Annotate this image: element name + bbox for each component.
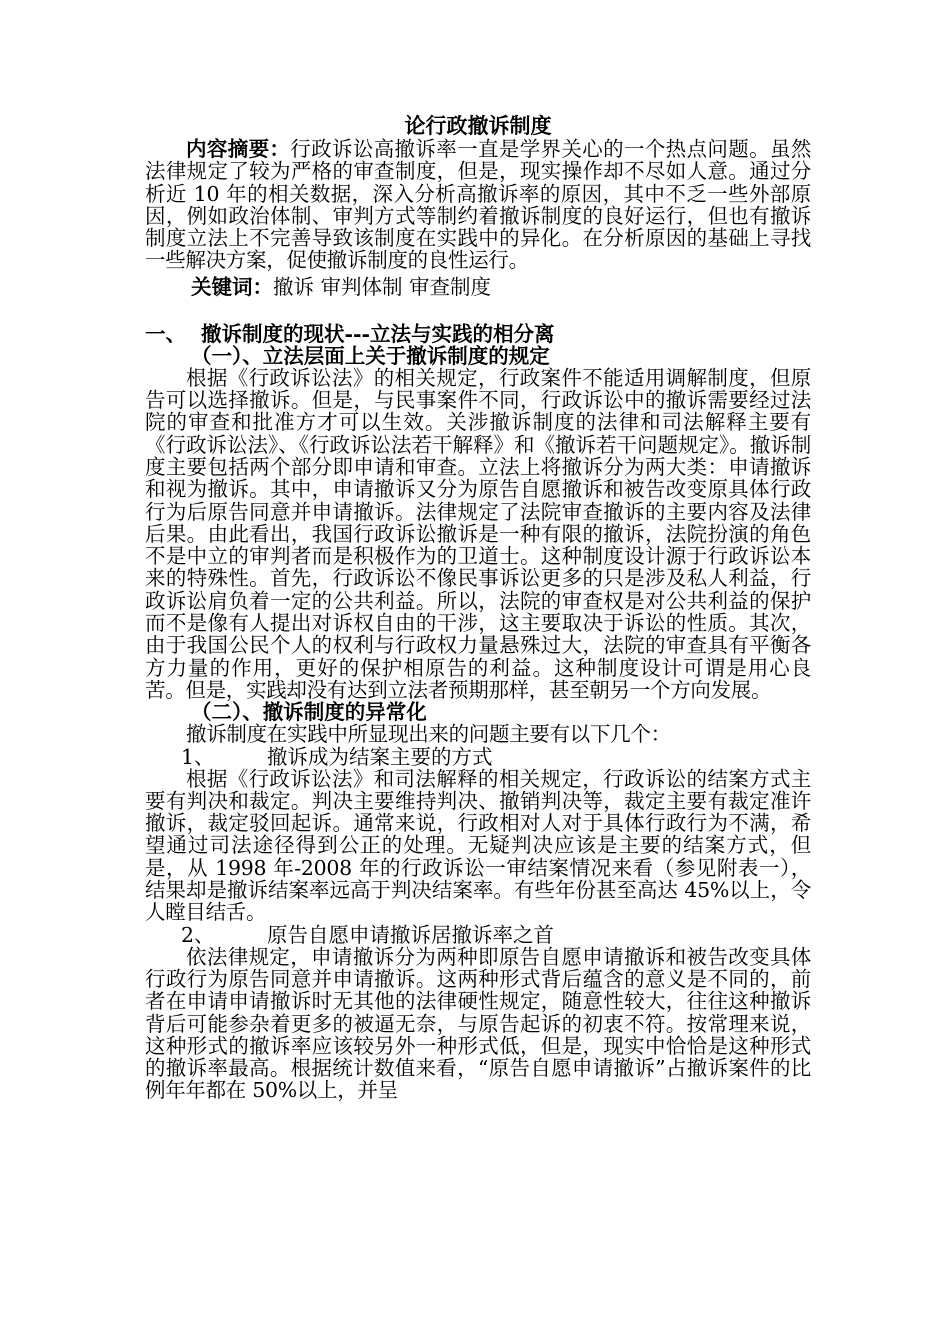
list-item-1-title: 撤诉成为结案主要的方式	[267, 744, 493, 769]
section-heading	[145, 323, 811, 345]
subsection-2-intro: 撤诉制度在实践中所显现出来的问题主要有以下几个：	[186, 722, 671, 747]
list-item-1-heading	[145, 746, 811, 768]
keywords-text: 撤诉 审判体制 审查制度	[273, 274, 492, 299]
abstract-text: 行政诉讼高撤诉率一直是学界关心的一个热点问题。虽然法律规定了较为严格的审查制度，但是，现实操作却不尽如人意。通过分析近 10 年的相关数据，深入分析高撤诉率的原因，其中不乏一些外部原因，例如政治体制、审判方式等制约着撤诉制度的良好运行，但也有撤诉制度立法上不完善导致该制度在实践中的异化。在分析原因的基础上寻找一些解决方案，促使撤诉制度的良性运行。	[145, 137, 812, 273]
subsection-heading-2: （二）、撤诉制度的异常化	[191, 700, 427, 725]
abstract-paragraph	[145, 138, 811, 272]
list-item-2-number: 2、	[181, 922, 215, 947]
abstract-label: 内容摘要：	[186, 137, 291, 161]
section-title: 撤诉制度的现状---立法与实践的相分离	[201, 321, 555, 346]
subsection-heading-1: （一）、立法层面上关于撤诉制度的规定	[191, 343, 550, 368]
list-item-1-paragraph: 根据《行政诉讼法》和司法解释的相关规定，行政诉讼的结案方式主要有判决和裁定。判决主要维持判决、撤销判决等，裁定主要有裁定准许撤诉，裁定驳回起诉。通常来说，行政相对人对于具体行政行为不满，希望通过司法途径得到公正的处理。无疑判决应该是主要的结案方式，但是，从 1998 年-2008 年的行政诉讼一审结案情况来看（参见附表一）， 结果却是撤诉结案率远高于判决结案率。有些年份甚至高达 45%以上，令人瞠目结舌。	[145, 766, 811, 925]
document-page	[145, 114, 811, 1102]
keywords-line	[145, 275, 811, 299]
list-item-2-paragraph: 依法律规定，申请撤诉分为两种即原告自愿申请撤诉和被告改变具体行政行为原告同意并申请撤诉。这两种形式背后蕴含的意义是不同的，前者在申请申请撤诉时无其他的法律硬性规定，随意性较大，往往这种撤诉背后可能参杂着更多的被逼无奈，与原告起诉的初衷不符。按常理来说，这种形式的撤诉率应该较另外一种形式低，但是，现实中恰恰是这种形式的撤诉率最高。根据统计数值来看，“原告自愿申请撤诉”占撤诉案件的比例年年都在 50%以上，并呈	[145, 944, 811, 1103]
subsection-1-paragraph: 根据《行政诉讼法》的相关规定，行政案件不能适用调解制度，但原告可以选择撤诉。但是，与民事案件不同，行政诉讼中的撤诉需要经过法院的审查和批准方才可以生效。关涉撤诉制度的法律和司法解释主要有《行政诉讼法》、《行政诉讼法若干解释》和《撤诉若干问题规定》。撤诉制度主要包括两个部分即申请和审查。立法上将撤诉分为两大类：申请撤诉和视为撤诉。其中，申请撤诉又分为原告自愿撤诉和被告改变原具体行政行为后原告同意并申请撤诉。法律规定了法院审查撤诉的主要内容及法律后果。由此看出，我国行政诉讼撤诉是一种有限的撤诉，法院扮演的角色不是中立的审判者而是积极作为的卫道士。这种制度设计源于行政诉讼本来的特殊性。首先，行政诉讼不像民事诉讼更多的只是涉及私人利益，行政诉讼肩负着一定的公共利益。所以，法院的审查权是对公共利益的保护而不是像有人提出对诉权自由的干涉，这主要取决于诉讼的性质。其次，由于我国公民个人的权利与行政权力量悬殊过大，法院的审查具有平衡各方力量的作用，更好的保护相原告的利益。这种制度设计可谓是用心良苦。但是，实践却没有达到立法者预期那样，甚至朝另一个方向发展。	[145, 365, 811, 702]
keywords-label: 关键词：	[191, 274, 273, 299]
list-item-2-title: 原告自愿申请撤诉居撤诉率之首	[267, 922, 554, 947]
list-item-1-number: 1、	[181, 744, 215, 769]
section-number: 一、	[145, 321, 186, 346]
list-item-2-heading	[145, 924, 811, 946]
document-title: 论行政撤诉制度	[404, 113, 552, 138]
blank-line	[145, 299, 811, 323]
